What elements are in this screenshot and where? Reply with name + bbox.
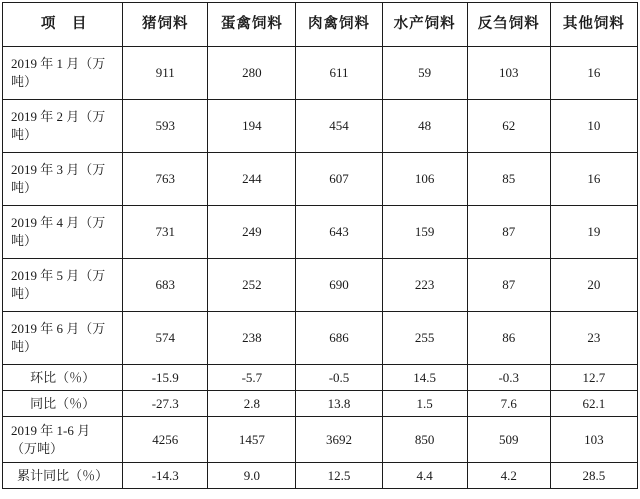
feed-production-table xyxy=(2,2,638,489)
table-row xyxy=(3,206,638,259)
row-label-line2: 吨） xyxy=(11,339,38,354)
table-cell: 2.8 xyxy=(208,391,296,417)
table-cell: 850 xyxy=(382,417,467,463)
table-header xyxy=(3,3,638,47)
table-cell: 86 xyxy=(467,312,550,365)
row-label-line1: 2019 年 6 月（万 xyxy=(11,321,106,337)
column-header-aquatic-feed: 水产饲料 xyxy=(382,3,467,47)
column-header-other-feed: 其他饲料 xyxy=(550,3,637,47)
table-cell: 611 xyxy=(296,47,382,100)
feed-production-table-sheet xyxy=(0,2,640,499)
table-cell: 252 xyxy=(208,259,296,312)
row-label-line2: 吨） xyxy=(11,127,38,142)
table-header-row xyxy=(3,3,638,47)
table-cell: 7.6 xyxy=(467,391,550,417)
table-cell: 48 xyxy=(382,100,467,153)
table-row xyxy=(3,100,638,153)
row-label xyxy=(3,100,123,153)
table-cell: 280 xyxy=(208,47,296,100)
table-cell: 911 xyxy=(123,47,208,100)
table-cell: 4.4 xyxy=(382,463,467,489)
row-label-line1: 2019 年 1 月（万 xyxy=(11,56,106,72)
table-cell: 19 xyxy=(550,206,637,259)
row-label xyxy=(3,391,123,417)
row-label-line1: 2019 年 1-6 月 xyxy=(11,422,91,438)
row-label xyxy=(3,259,123,312)
table-cell: 9.0 xyxy=(208,463,296,489)
table-cell: 683 xyxy=(123,259,208,312)
column-header-ruminant-feed: 反刍饲料 xyxy=(467,3,550,47)
table-cell: 3692 xyxy=(296,417,382,463)
table-row xyxy=(3,391,638,417)
column-header-pig-feed: 猪饲料 xyxy=(123,3,208,47)
row-label-line1: 环比（％） xyxy=(30,369,96,385)
row-label xyxy=(3,47,123,100)
table-cell: 28.5 xyxy=(550,463,637,489)
table-row xyxy=(3,259,638,312)
table-cell: 244 xyxy=(208,153,296,206)
table-cell: 20 xyxy=(550,259,637,312)
table-row xyxy=(3,312,638,365)
table-cell: 1.5 xyxy=(382,391,467,417)
table-cell: 59 xyxy=(382,47,467,100)
table-cell: 87 xyxy=(467,206,550,259)
row-label-line1: 2019 年 5 月（万 xyxy=(11,268,106,284)
row-label-line2: 吨） xyxy=(11,286,38,301)
column-header-item: 项 目 xyxy=(3,3,123,47)
row-label-line2: 吨） xyxy=(11,74,38,89)
table-cell: 12.7 xyxy=(550,365,637,391)
table-cell: 14.5 xyxy=(382,365,467,391)
row-label xyxy=(3,206,123,259)
table-cell: 62.1 xyxy=(550,391,637,417)
table-cell: 10 xyxy=(550,100,637,153)
table-cell: 238 xyxy=(208,312,296,365)
row-label xyxy=(3,365,123,391)
row-label-line1: 2019 年 3 月（万 xyxy=(11,162,106,178)
table-row xyxy=(3,153,638,206)
table-cell: 574 xyxy=(123,312,208,365)
table-cell: 12.5 xyxy=(296,463,382,489)
table-cell: 4.2 xyxy=(467,463,550,489)
table-cell: 454 xyxy=(296,100,382,153)
table-cell: 763 xyxy=(123,153,208,206)
table-cell: 16 xyxy=(550,47,637,100)
table-cell: 16 xyxy=(550,153,637,206)
table-cell: 62 xyxy=(467,100,550,153)
table-cell: 223 xyxy=(382,259,467,312)
table-cell: 103 xyxy=(467,47,550,100)
table-cell: -27.3 xyxy=(123,391,208,417)
table-body xyxy=(3,47,638,489)
row-label xyxy=(3,417,123,463)
table-cell: 690 xyxy=(296,259,382,312)
table-row xyxy=(3,365,638,391)
table-cell: 731 xyxy=(123,206,208,259)
row-label-line2: 吨） xyxy=(11,180,38,195)
table-cell: 509 xyxy=(467,417,550,463)
table-cell: -15.9 xyxy=(123,365,208,391)
row-label-line1: 同比（％） xyxy=(30,395,96,411)
table-cell: 249 xyxy=(208,206,296,259)
table-row xyxy=(3,463,638,489)
row-label-line1: 2019 年 4 月（万 xyxy=(11,215,106,231)
table-cell: 643 xyxy=(296,206,382,259)
table-row xyxy=(3,417,638,463)
table-cell: 87 xyxy=(467,259,550,312)
table-cell: 13.8 xyxy=(296,391,382,417)
row-label xyxy=(3,463,123,489)
table-cell: 103 xyxy=(550,417,637,463)
table-cell: 23 xyxy=(550,312,637,365)
table-cell: 159 xyxy=(382,206,467,259)
column-header-egg-poultry-feed: 蛋禽饲料 xyxy=(208,3,296,47)
table-cell: 607 xyxy=(296,153,382,206)
table-cell: 106 xyxy=(382,153,467,206)
table-cell: 4256 xyxy=(123,417,208,463)
table-cell: 85 xyxy=(467,153,550,206)
row-label xyxy=(3,312,123,365)
table-cell: -14.3 xyxy=(123,463,208,489)
row-label-line2: 吨） xyxy=(11,233,38,248)
table-cell: 593 xyxy=(123,100,208,153)
table-cell: 1457 xyxy=(208,417,296,463)
table-cell: -5.7 xyxy=(208,365,296,391)
row-label xyxy=(3,153,123,206)
table-cell: 686 xyxy=(296,312,382,365)
row-label-line1: 2019 年 2 月（万 xyxy=(11,109,106,125)
table-cell: -0.5 xyxy=(296,365,382,391)
table-cell: -0.3 xyxy=(467,365,550,391)
table-row xyxy=(3,47,638,100)
row-label-line2: （万吨） xyxy=(11,440,64,456)
column-header-meat-poultry-feed: 肉禽饲料 xyxy=(296,3,382,47)
table-cell: 194 xyxy=(208,100,296,153)
row-label-line1: 累计同比（％） xyxy=(17,467,109,483)
table-cell: 255 xyxy=(382,312,467,365)
